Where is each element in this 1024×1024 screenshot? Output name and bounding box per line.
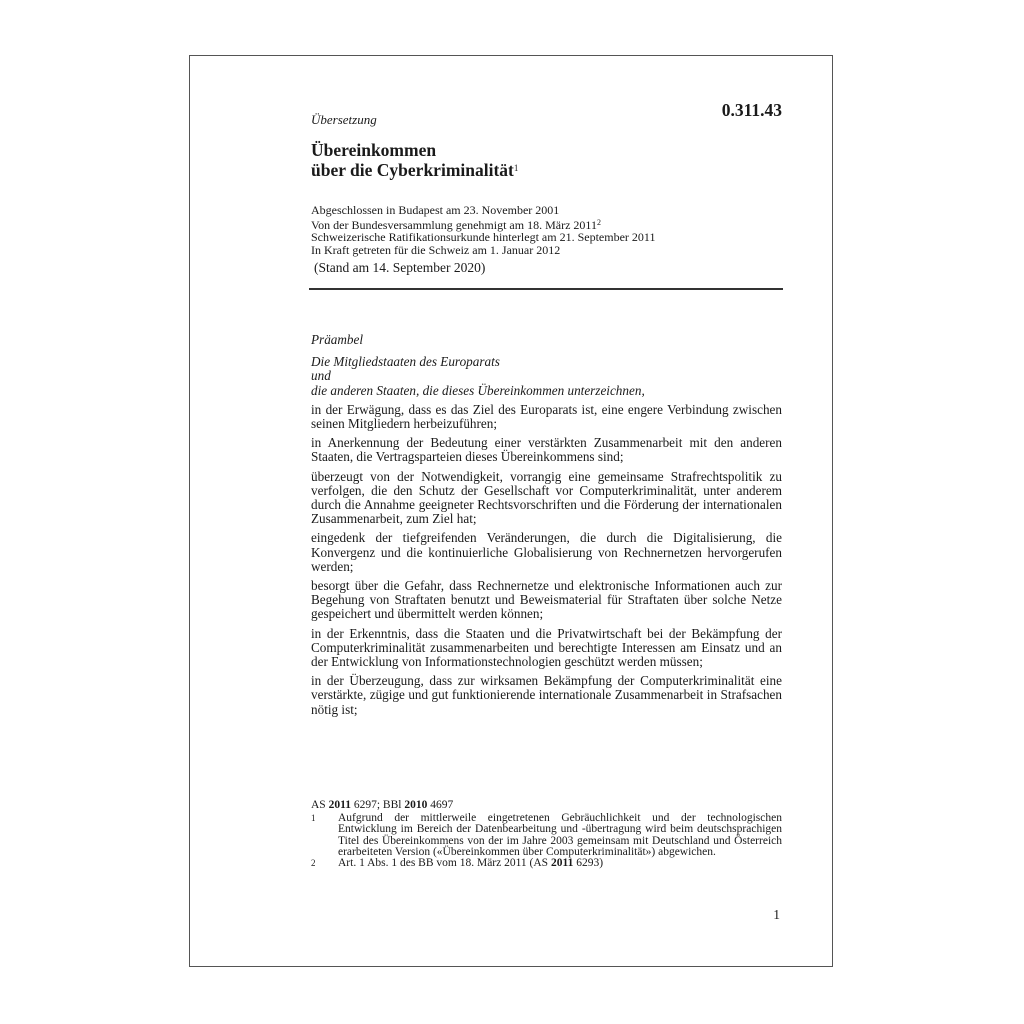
footnote-2 [311,858,782,869]
footnote-number: 1 [311,813,316,824]
preamble-paragraph: eingedenk der tiefgreifenden Veränderungen, die durch die Digitalisierung, die Konvergenz und die kontinuierliche Globalisierung von Rechnernetzen hervorgerufen werden; [311,530,782,574]
preamble-paragraph: in Anerkennung der Bedeutung einer verstärkten Zusammenarbeit mit den anderen Staaten, die Vertragsparteien dieses Übereinkommens sind; [311,435,782,465]
title-line-1: Übereinkommen [311,140,437,160]
preamble-paragraph: in der Überzeugung, dass zur wirksamen Bekämpfung der Computerkriminalität eine verstärkte, zügige und gut funktionierende internationale Zusammenarbeit in Strafsachen nötig ist; [311,673,782,717]
footnote-text: Art. 1 Abs. 1 des BB vom 18. März 2011 (AS 2011 6293) [338,857,604,870]
title-line-2: über die Cyberkriminalität$^1$ [311,160,519,180]
translation-label: Übersetzung [311,112,377,127]
preamble-paragraph: in der Erwägung, dass es das Ziel des Europarats ist, eine engere Verbindung zwischen seinen Mitgliedern herbeizuführen; [311,401,782,432]
header-divider [309,288,783,290]
footnote-number: 2 [311,858,316,869]
meta-ratified: Schweizerische Ratifikationsurkunde hinterlegt am 21. September 2011 [311,230,656,245]
footnotes-section [311,800,782,869]
page-number: 1 [773,907,780,922]
meta-approved: Von der Bundesversammlung genehmigt am 18. März 2011$^2$ [311,217,601,232]
footnote-text: Aufgrund der mittlerweile eingetretenen Gebräuchlichkeit und der technologischen Entwicklung im Bereich der Datenbearbeitung und -übertragung wird beim deutschsprachigen Titel des Übereinkommens von der im Jahre 2003 gemeinsam mit Deutschland und Österreich erarbeiteten Version («Übereinkommen über Computerkriminalität») abgewichen. [338,812,782,858]
meta-in-force: In Kraft getreten für die Schweiz am 1. Januar 2012 [311,242,561,257]
document-metadata [311,204,655,256]
footnote-1 [311,813,782,858]
preamble-paragraph: besorgt über die Gefahr, dass Rechnernetze und elektronische Informationen auch zur Begehung von Straftaten benutzt und Beweismaterial für Straftaten über solche Netze gespeichert und übermittelt werden können; [311,578,782,622]
footnote-ref-2[interactable]: 2 [596,217,601,227]
preamble-paragraph: in der Erkenntnis, dass die Staaten und die Privatwirtschaft bei der Bekämpfung der Computerkriminalität zusammenarbeiten und berechtigte Interessen am Einsatz und an der Entwicklung von Informationstechnologien geschützt werden müssen; [311,625,782,670]
status-date: (Stand am 14. September 2020) [314,260,486,275]
official-collection-reference: AS 2011 6297; BBl 2010 4697 [311,799,454,811]
preamble-paragraph: überzeugt von der Notwendigkeit, vorrangig eine gemeinsame Strafrechtspolitik zu verfolgen, die den Schutz der Gesellschaft vor Computerkriminalität, unter anderem durch die Annahme geeigneter Rechtsvorschriften und die Förderung der internationalen Zusammenarbeit, zum Ziel hat; [311,468,782,527]
sr-number: 0.311.43 [721,100,782,120]
footnote-ref-1[interactable]: 1 [513,163,519,173]
preamble-intro: Die Mitgliedstaaten des Europarats und die anderen Staaten, die dieses Übereinkommen unterzeichnen, [311,354,645,398]
preamble-section [311,333,782,722]
document-title [311,141,518,179]
preamble-heading: Präambel [311,332,364,347]
meta-concluded: Abgeschlossen in Budapest am 23. November 2001 [311,203,560,217]
